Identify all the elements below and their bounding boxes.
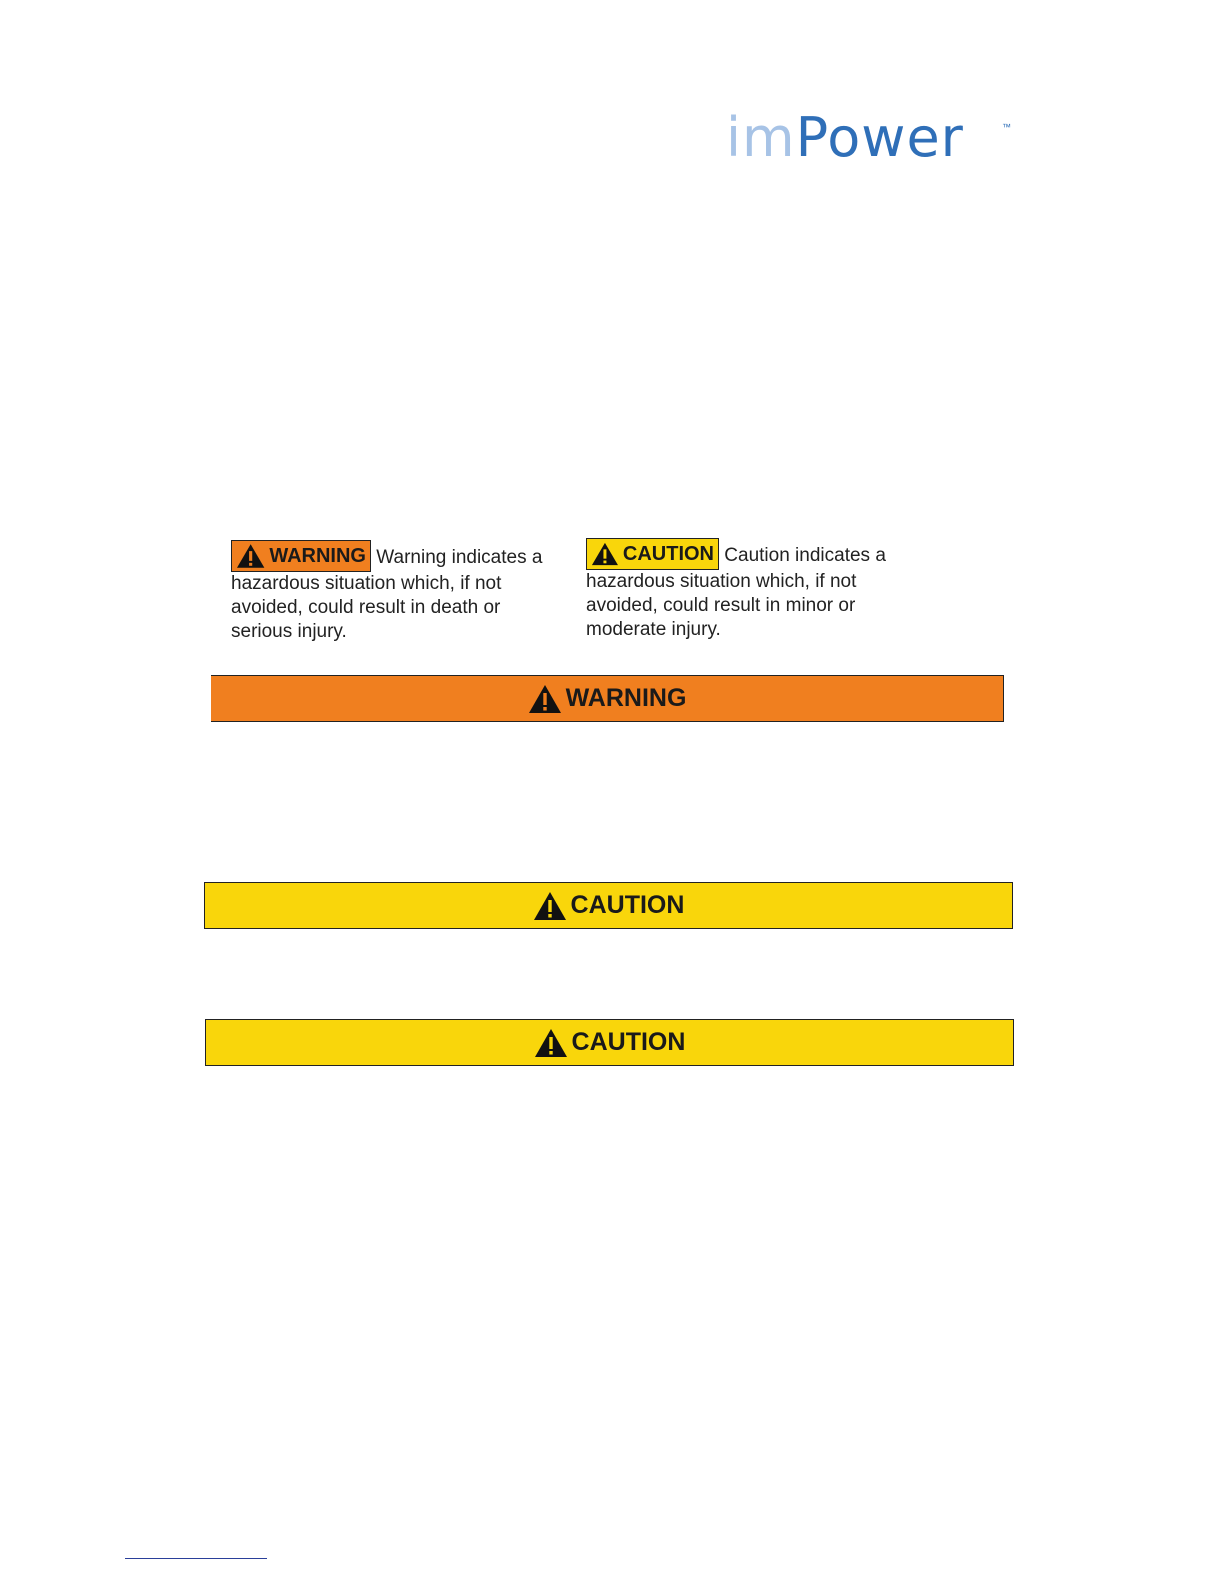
caution-tag-label: CAUTION (622, 543, 714, 565)
warning-triangle-icon (528, 684, 562, 714)
caution-triangle-icon (533, 891, 567, 921)
caution-banner-label: CAUTION (571, 1028, 686, 1056)
footnote-separator (125, 1558, 267, 1559)
warning-triangle-icon (236, 543, 265, 569)
caution-legend (586, 538, 906, 642)
caution-banner-label: CAUTION (570, 891, 685, 919)
caution-tag (586, 538, 719, 570)
logo-wordmark: imPower (726, 106, 964, 169)
warning-legend-text: Warning indicates a hazardous situation which, if not avoided, could result in death or serious injury. (231, 547, 543, 642)
warning-legend (231, 540, 551, 644)
caution-triangle-icon (534, 1028, 568, 1058)
trademark-symbol: ™ (1002, 122, 1011, 132)
impower-logo (726, 108, 1026, 168)
warning-tag-label: WARNING (269, 545, 366, 567)
caution-triangle-icon (591, 541, 619, 567)
caution-banner (204, 882, 1013, 929)
warning-tag (231, 540, 371, 572)
caution-legend-text: Caution indicates a hazardous situation which, if not avoided, could result in minor or moderate injury. (586, 545, 886, 640)
caution-banner (205, 1019, 1014, 1066)
warning-banner-label: WARNING (565, 684, 687, 712)
warning-banner (211, 675, 1004, 722)
